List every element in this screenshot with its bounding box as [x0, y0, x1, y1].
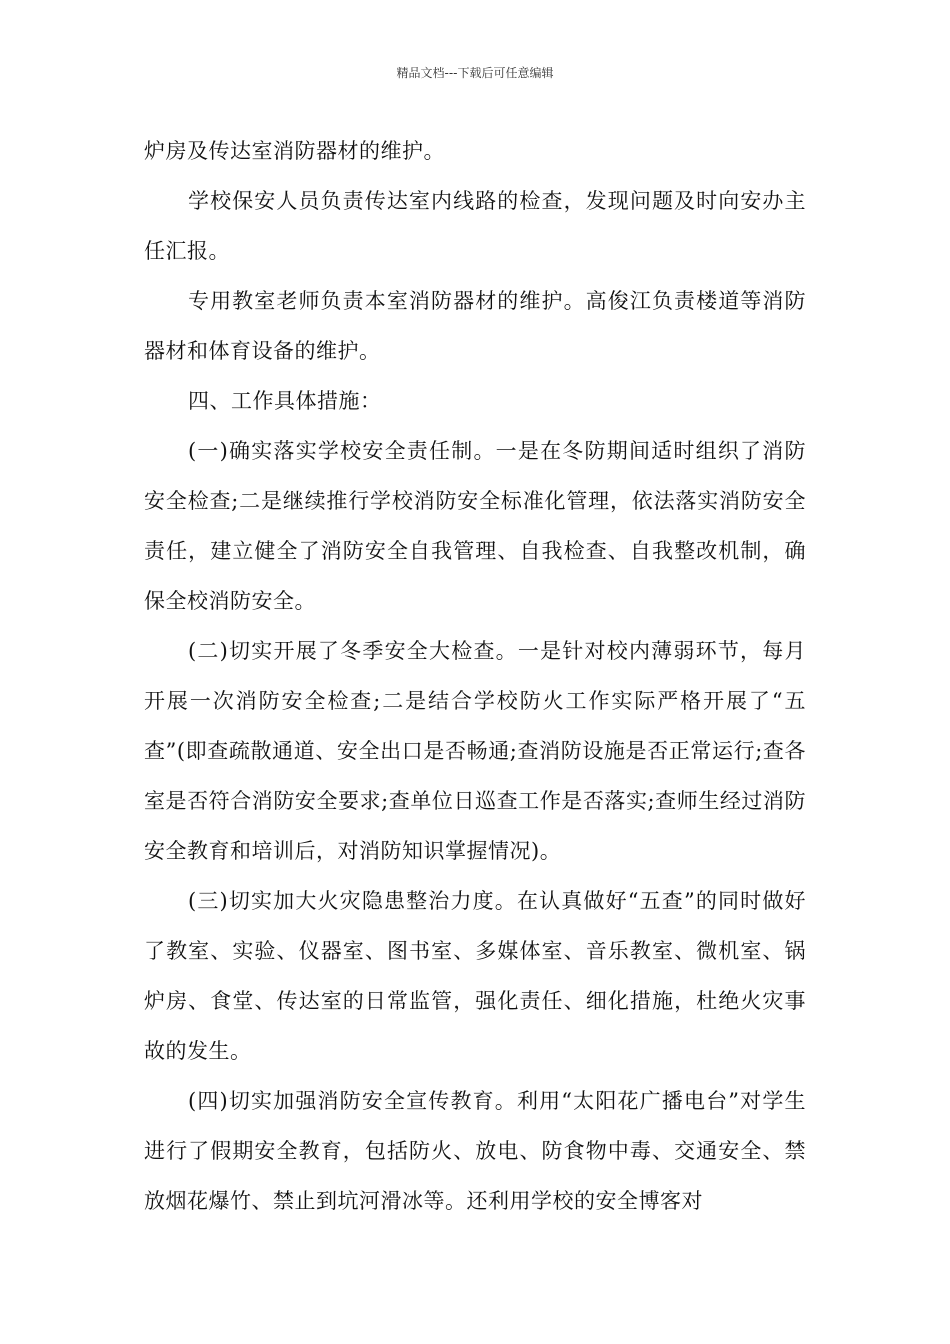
paragraph-measure-1: (一)确实落实学校安全责任制。一是在冬防期间适时组织了消防安全检查;二是继续推行学校消防安全标准化管理，依法落实消防安全责任，建立健全了消防安全自我管理、自我检查、自我整改机制，确保全校消防安全。: [144, 439, 806, 613]
paragraph-1: 炉房及传达室消防器材的维护。: [144, 139, 445, 163]
document-body: [144, 126, 806, 1226]
paragraph-measure-3: (三)切实加大火灾隐患整治力度。在认真做好“五查”的同时做好了教室、实验、仪器室、图书室、多媒体室、音乐教室、微机室、锅炉房、食堂、传达室的日常监管，强化责任、细化措施，杜绝火灾事故的发生。: [144, 889, 806, 1063]
paragraph-measure-4: (四)切实加强消防安全宣传教育。利用“太阳花广播电台”对学生进行了假期安全教育，包括防火、放电、防食物中毒、交通安全、禁放烟花爆竹、禁止到坑河滑冰等。还利用学校的安全博客对: [144, 1089, 806, 1213]
paragraph-3: 专用教室老师负责本室消防器材的维护。高俊江负责楼道等消防器材和体育设备的维护。: [144, 289, 806, 363]
paragraph-measure-2: (二)切实开展了冬季安全大检查。一是针对校内薄弱环节，每月开展一次消防安全检查;二是结合学校防火工作实际严格开展了“五查”(即查疏散通道、安全出口是否畅通;查消防设施是否正常运行;查各室是否符合消防安全要求;查单位日巡查工作是否落实;查师生经过消防安全教育和培训后，对消防知识掌握情况)。: [144, 639, 806, 863]
paragraph-2: 学校保安人员负责传达室内线路的检查，发现问题及时向安办主任汇报。: [144, 189, 806, 263]
section-heading: 四、工作具体措施：: [188, 389, 382, 413]
page-header: 精品文档---下载后可任意编辑: [396, 66, 554, 80]
